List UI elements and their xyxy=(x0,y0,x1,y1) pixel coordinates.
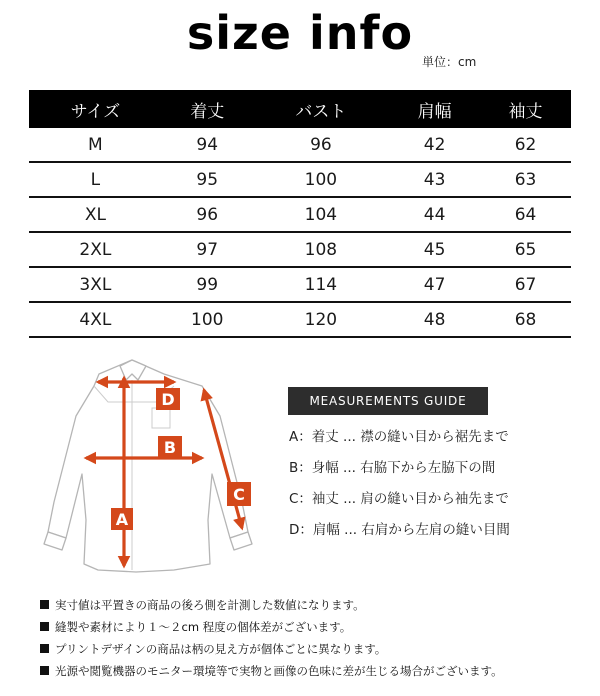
table-cell: M xyxy=(29,128,162,162)
table-cell: 64 xyxy=(480,197,571,232)
note-text: 縫製や素材により１～２cm 程度の個体差がございます。 xyxy=(55,620,352,634)
square-bullet-icon xyxy=(40,600,49,609)
note-item xyxy=(40,620,503,642)
table-cell: 42 xyxy=(389,128,480,162)
table-cell: 2XL xyxy=(29,232,162,267)
table-cell: 65 xyxy=(480,232,571,267)
square-bullet-icon xyxy=(40,644,49,653)
shirt-body xyxy=(48,360,248,572)
note-text: 実寸値は平置きの商品の後ろ側を計測した数値になります。 xyxy=(55,598,365,612)
table-cell: 96 xyxy=(162,197,253,232)
unit-label: 単位：cm xyxy=(422,55,477,69)
table-cell: L xyxy=(29,162,162,197)
note-item xyxy=(40,642,503,664)
measurements-guide-header: MEASUREMENTS GUIDE xyxy=(288,387,488,415)
measurements-guide-list xyxy=(289,428,510,552)
table-cell: 97 xyxy=(162,232,253,267)
guide-item-c: C：袖丈 ... 肩の縫い目から袖先まで xyxy=(289,491,509,507)
table-cell: 120 xyxy=(253,302,389,337)
label-d: D xyxy=(161,390,175,409)
size-table xyxy=(29,90,571,338)
table-cell: 43 xyxy=(389,162,480,197)
header-sleeve: 袖丈 xyxy=(480,90,571,128)
note-text: 光源や閲覧機器のモニター環境等で実物と画像の色味に差が生じる場合がございます。 xyxy=(55,664,503,678)
header-size: サイズ xyxy=(29,90,162,128)
shirt-diagram xyxy=(24,352,274,574)
table-row xyxy=(29,197,571,232)
label-c: C xyxy=(233,485,245,504)
note-item xyxy=(40,598,503,620)
header-bust: バスト xyxy=(253,90,389,128)
table-cell: 62 xyxy=(480,128,571,162)
table-cell: 95 xyxy=(162,162,253,197)
table-cell: 44 xyxy=(389,197,480,232)
square-bullet-icon xyxy=(40,666,49,675)
table-cell: 48 xyxy=(389,302,480,337)
table-row xyxy=(29,302,571,337)
guide-item-a: A：着丈 ... 襟の縫い目から裾先まで xyxy=(289,429,509,445)
table-header-row xyxy=(29,90,571,128)
page-title: size info xyxy=(186,6,414,60)
table-cell: 96 xyxy=(253,128,389,162)
table-row xyxy=(29,162,571,197)
label-a: A xyxy=(115,510,129,529)
table-cell: 99 xyxy=(162,267,253,302)
table-cell: 3XL xyxy=(29,267,162,302)
header-length: 着丈 xyxy=(162,90,253,128)
table-cell: 94 xyxy=(162,128,253,162)
note-text: プリントデザインの商品は柄の見え方が個体ごとに異なります。 xyxy=(55,642,387,656)
notes-list xyxy=(40,598,503,686)
table-row xyxy=(29,267,571,302)
table-cell: 63 xyxy=(480,162,571,197)
table-row xyxy=(29,128,571,162)
table-cell: 68 xyxy=(480,302,571,337)
table-cell: XL xyxy=(29,197,162,232)
table-cell: 67 xyxy=(480,267,571,302)
header-shoulder: 肩幅 xyxy=(389,90,480,128)
note-item xyxy=(40,664,503,686)
guide-item-b: B：身幅 ... 右脇下から左脇下の間 xyxy=(289,460,496,476)
table-cell: 4XL xyxy=(29,302,162,337)
table-cell: 104 xyxy=(253,197,389,232)
guide-item-d: D：肩幅 ... 右肩から左肩の縫い目間 xyxy=(289,522,510,538)
table-cell: 114 xyxy=(253,267,389,302)
table-row xyxy=(29,232,571,267)
label-b: B xyxy=(163,438,177,457)
table-cell: 100 xyxy=(253,162,389,197)
table-cell: 45 xyxy=(389,232,480,267)
table-cell: 108 xyxy=(253,232,389,267)
table-cell: 100 xyxy=(162,302,253,337)
square-bullet-icon xyxy=(40,622,49,631)
table-cell: 47 xyxy=(389,267,480,302)
